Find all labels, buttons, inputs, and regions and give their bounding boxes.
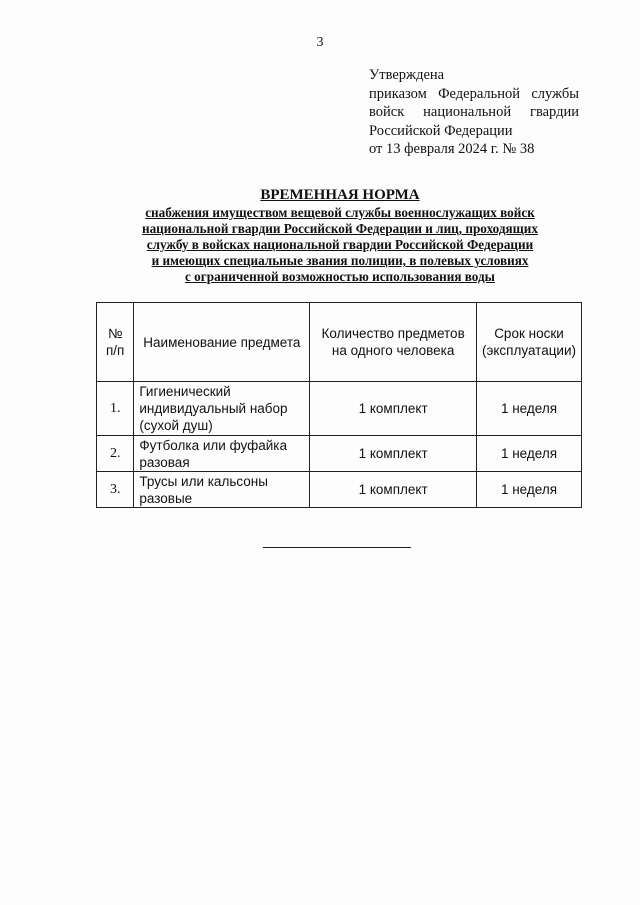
row-number: 3. [97, 472, 134, 508]
subtitle-line: с ограниченной возможностью использования воды [185, 269, 495, 284]
table-row [97, 382, 582, 436]
document-subtitle [90, 205, 590, 285]
header-quantity: Количество предметов на одного человека [310, 303, 477, 382]
row-term: 1 неделя [476, 436, 581, 472]
subtitle-line: национальной гвардии Российской Федерации и лиц, проходящих [141, 221, 539, 236]
row-name: Трусы или кальсоны разовые [134, 472, 310, 508]
row-quantity: 1 комплект [310, 382, 477, 436]
page-number: 3 [316, 35, 324, 50]
header-number: № п/п [97, 303, 134, 382]
approval-line: от 13 февраля 2024 г. № 38 [369, 141, 535, 157]
approval-line: Российской Федерации [369, 122, 513, 139]
table-row [97, 472, 582, 508]
row-term: 1 неделя [476, 472, 581, 508]
document-title: ВРЕМЕННАЯ НОРМА [260, 187, 420, 203]
subtitle-line: службу в войсках национальной гвардии Российской Федерации [146, 237, 534, 252]
subtitle-line: снабжения имуществом вещевой службы военнослужащих войск [145, 205, 535, 220]
approval-line: Утверждена [369, 67, 445, 83]
approval-stamp [369, 66, 579, 159]
row-number: 1. [97, 382, 134, 436]
row-number: 2. [97, 436, 134, 472]
row-name: Гигиенический индивидуальный набор (сухой душ) [134, 382, 310, 436]
closing-rule [263, 547, 411, 548]
table-header-row [97, 303, 582, 382]
approval-line: приказом Федеральной службы [369, 85, 579, 102]
row-quantity: 1 комплект [310, 472, 477, 508]
approval-line: войск национальной гвардии [369, 104, 579, 120]
header-name: Наименование предмета [134, 303, 310, 382]
row-term: 1 неделя [476, 382, 581, 436]
document-heading [90, 186, 590, 285]
subtitle-line: и имеющих специальные звания полиции, в полевых условиях [151, 253, 529, 268]
norm-table [96, 302, 582, 508]
row-quantity: 1 комплект [310, 436, 477, 472]
row-name: Футболка или фуфайка разовая [134, 436, 310, 472]
table-row [97, 436, 582, 472]
header-term: Срок носки (эксплуатации) [476, 303, 581, 382]
